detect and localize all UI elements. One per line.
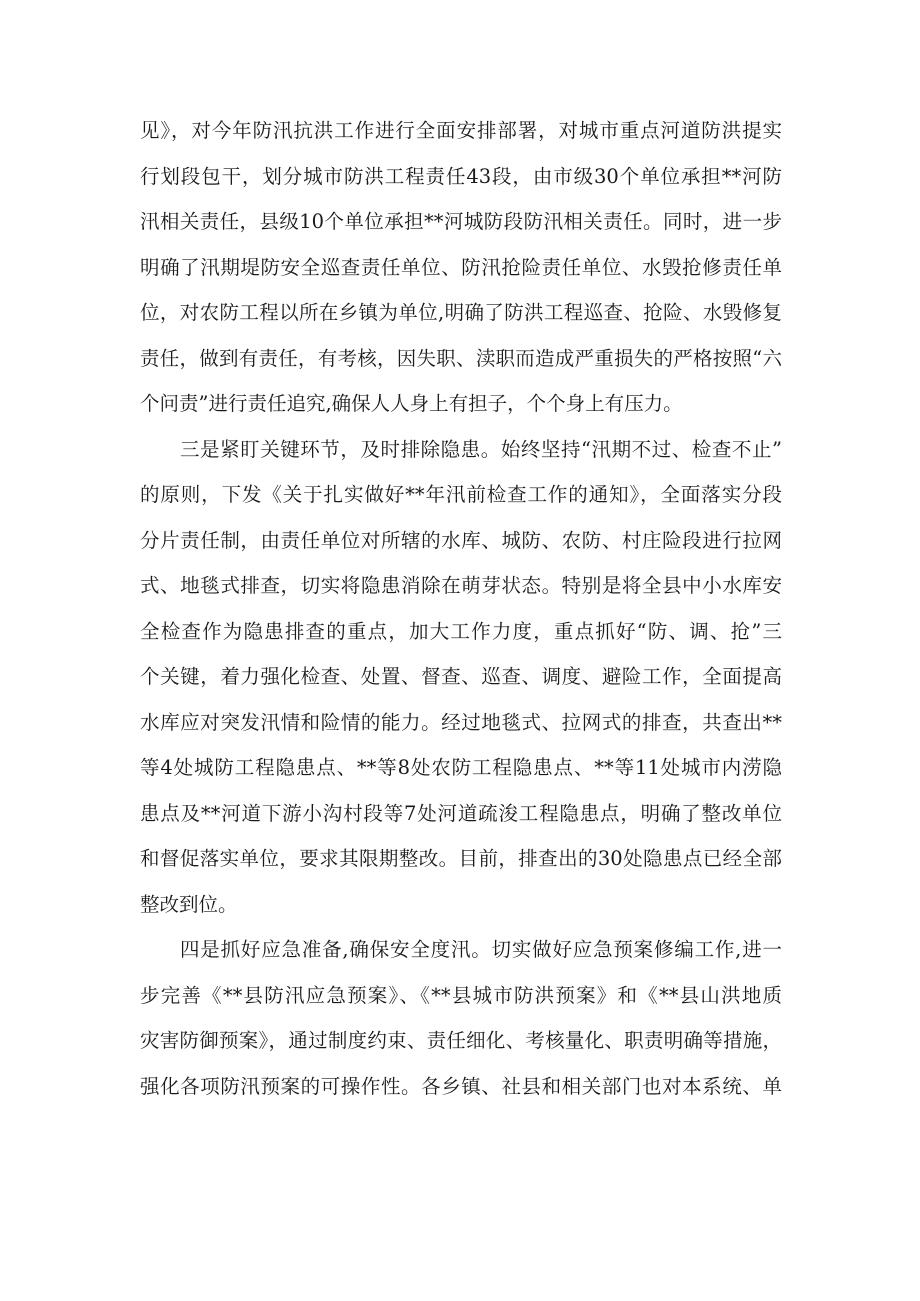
text-line: 见》，对今年防汛抗洪工作进行全面安排部署，对城市重点河道防洪提实 bbox=[140, 119, 782, 142]
text-line: 责任，做到有责任，有考核，因失职、渎职而造成严重损失的严格按照“六 bbox=[140, 346, 782, 370]
text-line: 四是抓好应急准备,确保安全度汛。切实做好应急预案修编工作,进一 bbox=[180, 938, 782, 961]
text-line: 行划段包干，划分城市防洪工程责任43段，由市级30个单位承担**河防 bbox=[140, 164, 782, 188]
body-text bbox=[140, 108, 782, 1109]
text-line: 强化各项防汛预案的可操作性。各乡镇、社县和相关部门也对本系统、单 bbox=[140, 1074, 782, 1098]
text-line: 水库应对突发汛情和险情的能力。经过地毯式、拉网式的排查，共查出** bbox=[140, 710, 782, 734]
text-line: 步完善《**县防汛应急预案》、《**县城市防洪预案》和《**县山洪地质 bbox=[140, 983, 782, 1007]
text-line: 三是紧盯关键环节，及时排除隐患。始终坚持“汛期不过、检查不止” bbox=[180, 437, 782, 461]
text-line: 个关键，着力强化检查、处置、督查、巡查、调度、避险工作，全面提高 bbox=[140, 665, 782, 688]
text-line: 个问责”进行责任追究,确保人人身上有担子，个个身上有压力。 bbox=[140, 392, 683, 415]
text-line: 位，对农防工程以所在乡镇为单位,明确了防洪工程巡查、抢险、水毁修复 bbox=[140, 301, 782, 324]
text-line: 整改到位。 bbox=[140, 892, 238, 916]
text-line: 分片责任制，由责任单位对所辖的水库、城防、农防、村庄险段进行拉网 bbox=[140, 528, 782, 552]
text-line: 汛相关责任，县级10个单位承担**河城防段防汛相关责任。同时，进一步 bbox=[140, 210, 782, 233]
text-line: 灾害防御预案》，通过制度约束、责任细化、考核量化、职责明确等措施， bbox=[140, 1029, 782, 1052]
text-line: 明确了汛期堤防安全巡查责任单位、防汛抢险责任单位、水毁抢修责任单 bbox=[140, 255, 782, 279]
text-line: 式、地毯式排查，切实将隐患消除在萌芽状态。特别是将全县中小水库安 bbox=[140, 574, 782, 597]
text-line: 和督促落实单位，要求其限期整改。目前，排查出的30处隐患点已经全部 bbox=[140, 847, 782, 870]
text-line: 患点及**河道下游小沟村段等7处河道疏浚工程隐患点，明确了整改单位 bbox=[140, 801, 782, 825]
text-line: 全检查作为隐患排查的重点，加大工作力度，重点抓好“防、调、抢”三 bbox=[140, 619, 782, 643]
text-line: 的原则，下发《关于扎实做好**年汛前检查工作的通知》，全面落实分段 bbox=[140, 483, 782, 506]
text-line: 等4处城防工程隐患点、**等8处农防工程隐患点、**等11处城市内涝隐 bbox=[140, 756, 782, 779]
